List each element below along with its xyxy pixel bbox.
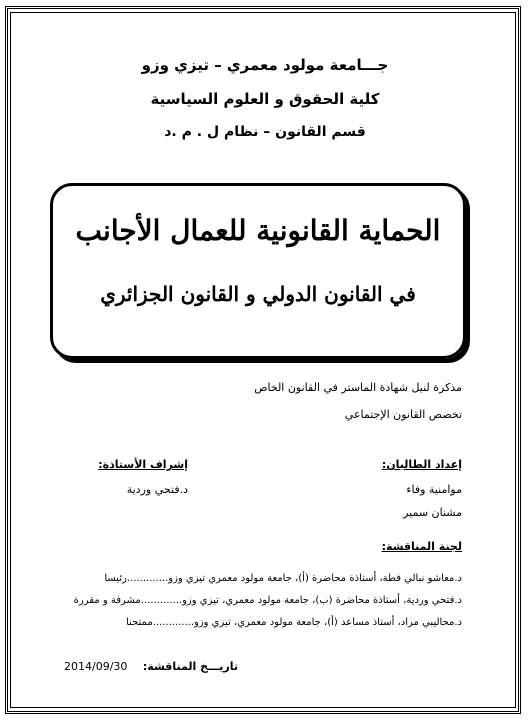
committee-label: لجنة المناقشة: xyxy=(381,540,462,553)
committee-member-1: د.معاشو نبالي فطة، أستاذة محاضرة (أ)، جامعة مولود معمري تيزي وزو.............رئيسا xyxy=(104,573,462,584)
thesis-subtitle: في القانون الدولي و القانون الجزائري xyxy=(100,282,416,306)
committee-member-3: د.محاليبي مراد، أستاذ مساعد (أ)، جامعة مولود معمري، تيزي وزو.............ممتحنا xyxy=(126,617,462,628)
defense-date-label: تاريـــخ المناقشة: xyxy=(142,660,238,673)
committee-member-2: د.فتحي وردية، أستاذة محاضرة (ب)، جامعة مولود معمري، تيزي وزو.............مشرفة و مقررة xyxy=(73,595,462,606)
supervisor-name: د.فتحي وردية xyxy=(126,483,188,496)
students-label: إعداد الطالبان: xyxy=(381,458,462,471)
supervisor-label: إشراف الأستاذة: xyxy=(98,458,188,471)
thesis-specialty: تخصص القانون الإجتماعي xyxy=(344,408,462,421)
university-name: جـــامعة مولود معمري – تيزي وزو xyxy=(141,56,389,74)
title-box xyxy=(50,183,466,359)
student-name-2: مشنان سمير xyxy=(403,506,462,519)
student-name-1: موامنية وفاء xyxy=(406,483,462,496)
department-name: قسم القانون – نظام ل . م .د xyxy=(164,124,366,140)
thesis-purpose: مذكرة لنيل شهادة الماستر في القانون الخاص xyxy=(254,381,462,394)
faculty-name: كلية الحقوق و العلوم السياسية xyxy=(150,90,380,108)
defense-date: 2014/09/30 xyxy=(64,660,128,673)
thesis-title: الحماية القانونية للعمال الأجانب xyxy=(75,214,441,247)
